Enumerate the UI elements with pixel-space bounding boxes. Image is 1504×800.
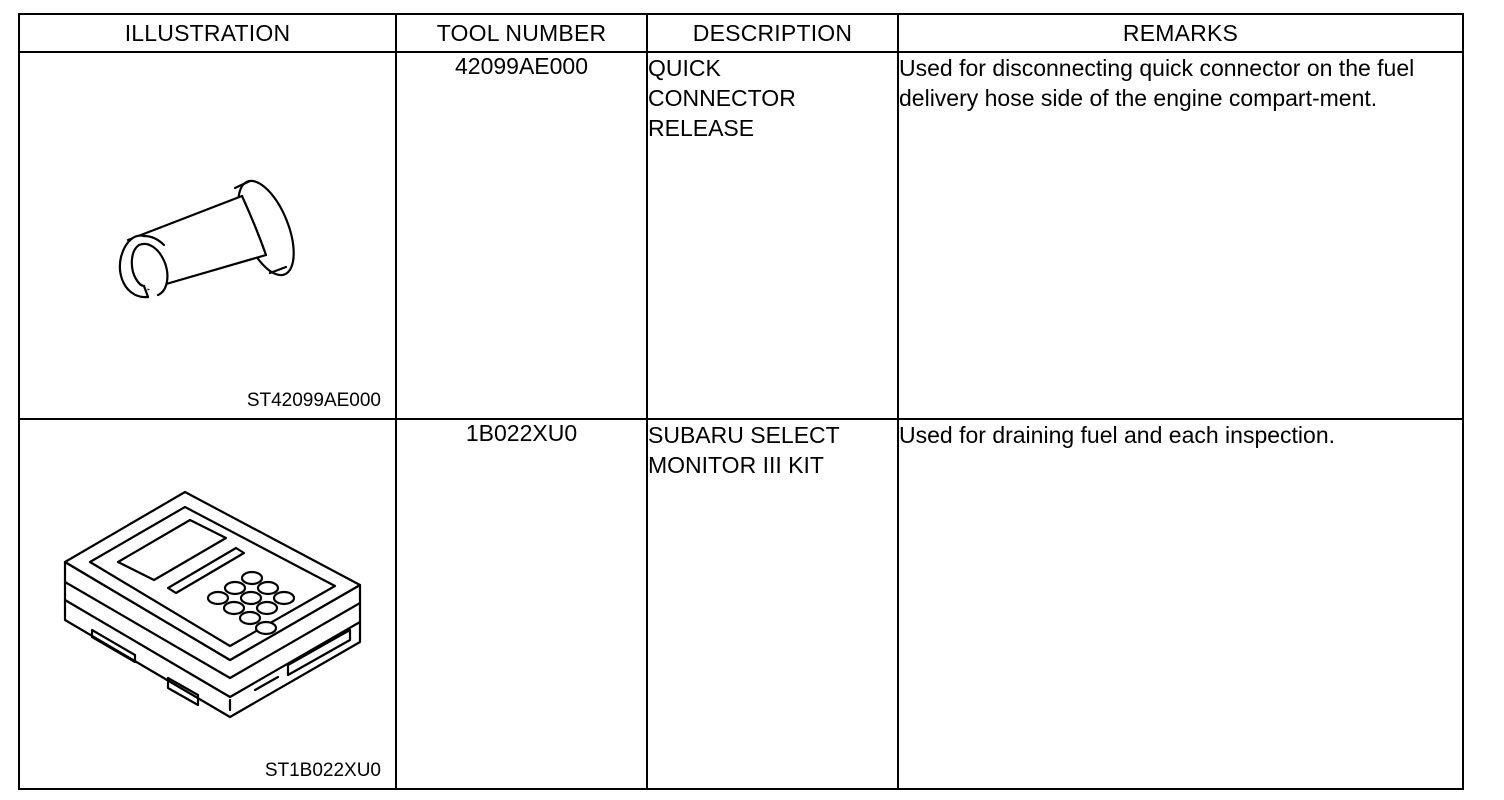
special-tools-table — [18, 13, 1464, 790]
tool-remarks: Used for disconnecting quick connector on the fuel delivery hose side of the engine compart-ment. — [898, 52, 1463, 419]
select-monitor-kit-icon — [20, 420, 397, 788]
tool-number: 1B022XU0 — [396, 419, 647, 789]
illustration-code: ST1B022XU0 — [264, 760, 381, 781]
tool-remarks: Used for draining fuel and each inspection. — [898, 419, 1463, 789]
illustration-cell — [19, 52, 396, 419]
illustration-cell — [19, 419, 396, 789]
header-tool-number: TOOL NUMBER — [396, 14, 647, 52]
header-illustration: ILLUSTRATION — [19, 14, 396, 52]
tool-number: 42099AE000 — [396, 52, 647, 419]
tool-description: SUBARU SELECT MONITOR III KIT — [647, 419, 898, 789]
header-description: DESCRIPTION — [647, 14, 898, 52]
header-remarks: REMARKS — [898, 14, 1463, 52]
tool-description: QUICK CONNECTOR RELEASE — [647, 52, 898, 419]
table-row — [19, 419, 1463, 789]
illustration-code: ST42099AE000 — [246, 390, 381, 411]
quick-connector-release-tool-icon — [20, 53, 397, 418]
table-header-row — [19, 14, 1463, 52]
table-row — [19, 52, 1463, 419]
